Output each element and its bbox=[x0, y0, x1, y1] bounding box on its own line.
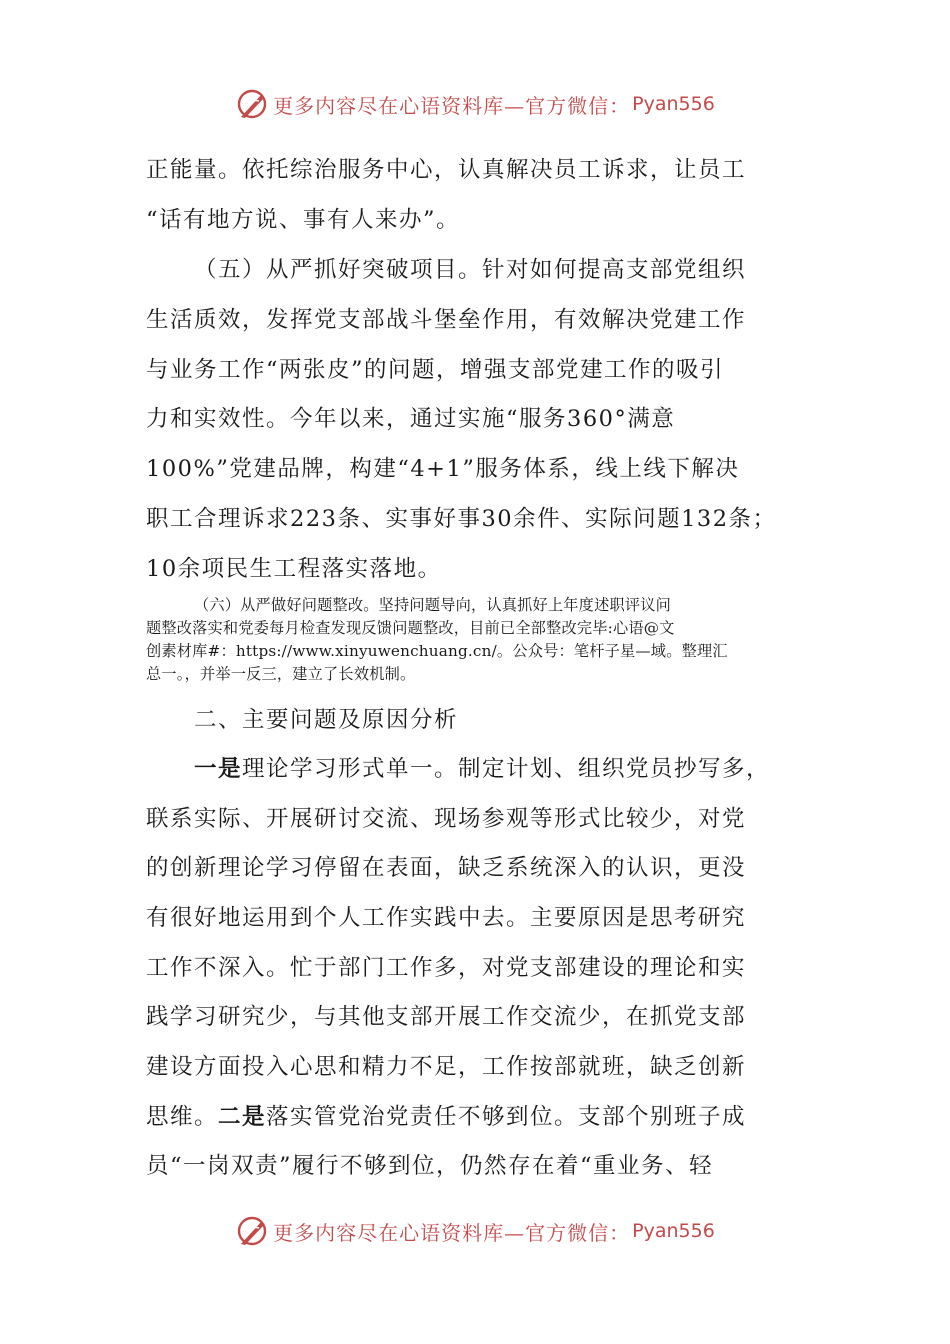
text-span: 思维。 bbox=[146, 1104, 219, 1130]
emphasis-second: 二是 bbox=[218, 1104, 267, 1130]
small-text-line: 题整改落实和党委每月检查发现反馈问题整改，目前已全部整改完毕:心语@文 bbox=[146, 619, 675, 637]
text-line: 力和实效性。今年以来，通过实施“服务360°满意 bbox=[146, 406, 676, 432]
text-line: 的创新理论学习停留在表面，缺乏系统深入的认识，更没 bbox=[146, 855, 747, 881]
text-line: “话有地方说、事有人来办”。 bbox=[146, 207, 461, 233]
section-heading: 二、主要问题及原因分析 bbox=[194, 707, 459, 733]
small-text-line: 创素材库#：https://www.xinyuwenchuang.cn/。公众号：笔杆子星—域。整理汇 bbox=[146, 642, 728, 660]
text-line: 有很好地运用到个人工作实践中去。主要原因是思考研究 bbox=[146, 905, 747, 931]
emphasis-first: 一是 bbox=[194, 756, 243, 782]
text-line bbox=[146, 1101, 826, 1133]
text-span: 落实管党治党责任不够到位。支部个别班子成 bbox=[266, 1104, 747, 1130]
text-line: 员“一岗双责”履行不够到位，仍然存在着“重业务、轻 bbox=[146, 1153, 714, 1179]
text-line: 职工合理诉求223条、实事好事30余件、实际问题132条； bbox=[146, 506, 777, 532]
text-line: 正能量。依托综治服务中心，认真解决员工诉求，让员工 bbox=[146, 157, 747, 183]
text-line: （五）从严抓好突破项目。针对如何提高支部党组织 bbox=[194, 257, 747, 283]
pen-logo-icon bbox=[235, 87, 269, 121]
text-line: 践学习研究少，与其他支部开展工作交流少，在抓党支部 bbox=[146, 1004, 747, 1030]
text-line: 10余项民生工程落实落地。 bbox=[146, 556, 442, 582]
text-line: 工作不深入。忙于部门工作多，对党支部建设的理论和实 bbox=[146, 955, 747, 981]
banner-wechat-id: Pyan556 bbox=[632, 1220, 715, 1242]
small-text-line: （六）从严做好问题整改。坚持问题导向，认真抓好上年度述职评议问 bbox=[194, 596, 672, 614]
text-span: 理论学习形式单一。制定计划、组织党员抄写多， bbox=[242, 756, 771, 782]
text-line bbox=[194, 753, 874, 785]
banner-text: 更多内容尽在心语资料库—官方微信： bbox=[273, 1220, 631, 1245]
small-text-line: 总一。，并举一反三，建立了长效机制。 bbox=[146, 665, 416, 683]
text-line: 生活质效，发挥党支部战斗堡垒作用，有效解决党建工作 bbox=[146, 307, 747, 333]
header-banner bbox=[0, 82, 950, 126]
text-line: 建设方面投入心思和精力不足，工作按部就班，缺乏创新 bbox=[146, 1054, 747, 1080]
banner-wechat-id: Pyan556 bbox=[632, 93, 715, 115]
banner-text: 更多内容尽在心语资料库—官方微信： bbox=[273, 93, 631, 118]
pen-logo-icon bbox=[235, 1214, 269, 1248]
text-line: 100%”党建品牌，构建“4+1”服务体系，线上线下解决 bbox=[146, 456, 740, 482]
text-line: 与业务工作“两张皮”的问题，增强支部党建工作的吸引 bbox=[146, 357, 725, 383]
text-line: 联系实际、开展研讨交流、现场参观等形式比较少，对党 bbox=[146, 806, 747, 832]
footer-banner bbox=[0, 1209, 950, 1253]
